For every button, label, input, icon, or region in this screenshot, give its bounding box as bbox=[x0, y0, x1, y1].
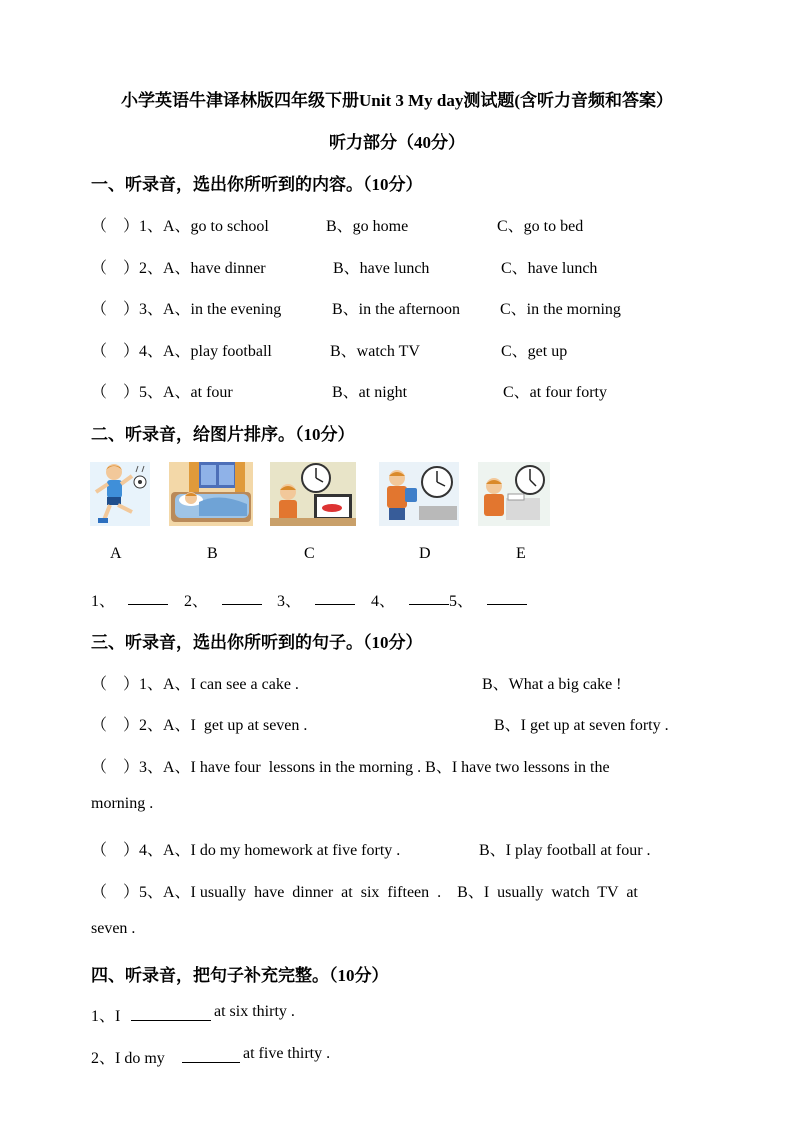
listening-part-heading: 听力部分（40分） bbox=[329, 133, 465, 152]
s3-q1-a: （ ）1、A、I can see a cake . bbox=[91, 676, 299, 693]
s3-q5-line1: （ ）5、A、I usually have dinner at six fifteen . B、I usually watch TV at bbox=[91, 884, 638, 901]
s1-q1-b: B、go home bbox=[326, 218, 409, 235]
s1-q5-c: C、at four forty bbox=[503, 384, 607, 401]
order-blank-3-line[interactable] bbox=[315, 590, 355, 605]
s1-q5-a: （ ）5、A、at four bbox=[91, 384, 233, 401]
order-blank-3-label: 3、 bbox=[277, 593, 302, 610]
picture-label-c: C bbox=[304, 545, 315, 562]
section-4-heading: 四、听录音，把句子补充完整。（10分） bbox=[91, 966, 389, 985]
s1-q2-a: （ ）2、A、have dinner bbox=[91, 260, 266, 277]
s1-q3-a: （ ）3、A、in the evening bbox=[91, 301, 282, 318]
order-blank-4-line[interactable] bbox=[409, 590, 449, 605]
s1-q3-c: C、in the morning bbox=[500, 301, 621, 318]
picture-d-bag-clock bbox=[379, 462, 459, 526]
order-blank-1-line[interactable] bbox=[128, 590, 168, 605]
s4-line1-end: at six thirty . bbox=[214, 1003, 295, 1020]
order-blank-5-label: 5、 bbox=[449, 593, 474, 610]
s1-q4-b: B、watch TV bbox=[330, 343, 420, 360]
s1-q2-c: C、have lunch bbox=[501, 260, 598, 277]
s4-blank-1[interactable] bbox=[131, 1006, 211, 1021]
order-blank-2-label: 2、 bbox=[184, 593, 209, 610]
s3-q3-line1: （ ）3、A、I have four lessons in the morning . B、I have two lessons in the bbox=[91, 759, 610, 776]
picture-label-b: B bbox=[207, 545, 218, 562]
s3-q4-b: B、I play football at four . bbox=[479, 842, 651, 859]
s3-q1-b: B、What a big cake ! bbox=[482, 676, 622, 693]
s3-q2-b: B、I get up at seven forty . bbox=[494, 717, 669, 734]
s1-q3-b: B、in the afternoon bbox=[332, 301, 460, 318]
section-3-heading: 三、听录音，选出你所听到的句子。（10分） bbox=[91, 633, 423, 652]
picture-label-e: E bbox=[516, 545, 526, 562]
s4-line2-end: at five thirty . bbox=[243, 1045, 331, 1062]
picture-b-bed bbox=[169, 462, 253, 526]
order-blank-1-label: 1、 bbox=[91, 593, 116, 610]
picture-e-desk-clock bbox=[478, 462, 550, 526]
s3-q5-line2: seven . bbox=[91, 920, 136, 937]
s3-q2-a: （ ）2、A、I get up at seven . bbox=[91, 717, 308, 734]
s1-q4-a: （ ）4、A、play football bbox=[91, 343, 272, 360]
s1-q5-b: B、at night bbox=[332, 384, 408, 401]
picture-label-a: A bbox=[110, 545, 122, 562]
s1-q2-b: B、have lunch bbox=[333, 260, 430, 277]
order-blank-5-line[interactable] bbox=[487, 590, 527, 605]
order-blank-4-label: 4、 bbox=[371, 593, 396, 610]
s4-line1-start: 1、I bbox=[91, 1008, 121, 1025]
order-blank-2-line[interactable] bbox=[222, 590, 262, 605]
page-title: 小学英语牛津译林版四年级下册Unit 3 My day测试题(含听力音频和答案） bbox=[120, 91, 674, 110]
section-1-heading: 一、听录音，选出你所听到的内容。（10分） bbox=[91, 175, 423, 194]
picture-c-tv-clock bbox=[270, 462, 356, 526]
picture-a-football bbox=[90, 462, 150, 526]
section-2-heading: 二、听录音，给图片排序。（10分） bbox=[91, 425, 355, 444]
picture-label-d: D bbox=[419, 545, 431, 562]
s1-q4-c: C、get up bbox=[501, 343, 568, 360]
s1-q1-a: （ ）1、A、go to school bbox=[91, 218, 269, 235]
s3-q4-a: （ ）4、A、I do my homework at five forty . bbox=[91, 842, 401, 859]
s4-blank-2[interactable] bbox=[182, 1048, 240, 1063]
s1-q1-c: C、go to bed bbox=[497, 218, 584, 235]
s3-q3-line2: morning . bbox=[91, 795, 154, 812]
s4-line2-start: 2、I do my bbox=[91, 1050, 165, 1067]
